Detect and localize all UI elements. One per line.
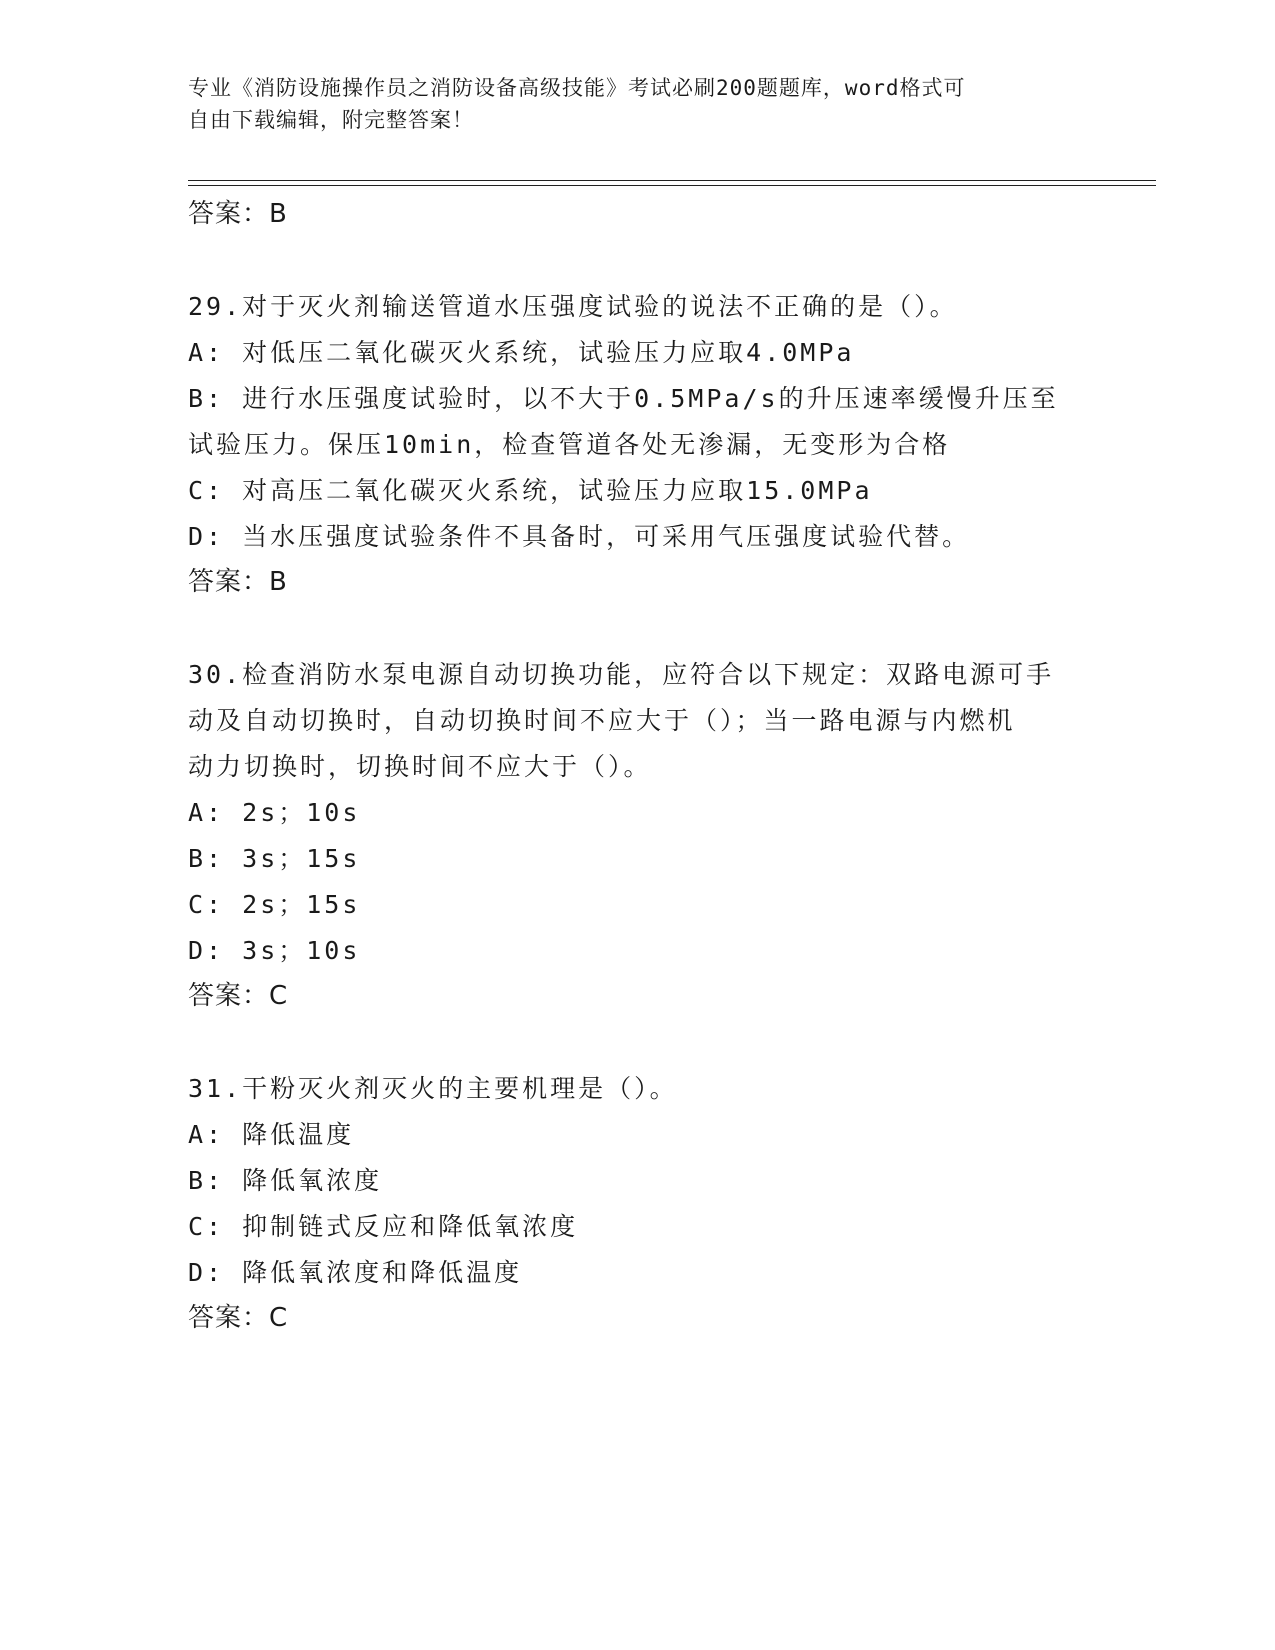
document-header (188, 72, 1088, 136)
previous-answer: 答案：B (188, 199, 288, 229)
question-stem: 31.干粉灭火剂灭火的主要机理是（）。 (188, 1074, 678, 1103)
question-stem-line-1: 30.检查消防水泵电源自动切换功能，应符合以下规定：双路电源可手 (188, 660, 1055, 689)
spacer (188, 236, 1088, 284)
question-31 (188, 1066, 1088, 1340)
option-c: C: 抑制链式反应和降低氧浓度 (188, 1212, 579, 1241)
header-divider-top (188, 180, 1156, 181)
option-a: A: 对低压二氧化碳灭火系统，试验压力应取4.0MPa (188, 338, 855, 367)
option-c: C: 2s；15s (188, 890, 361, 919)
option-b: B: 降低氧浓度 (188, 1166, 383, 1195)
answer-label: 答案：B (188, 567, 288, 597)
answer-label: 答案：C (188, 1303, 289, 1333)
question-29 (188, 284, 1088, 604)
answer-label: 答案：C (188, 981, 289, 1011)
option-d: D: 降低氧浓度和降低温度 (188, 1258, 523, 1287)
question-30 (188, 652, 1088, 1018)
spacer (188, 604, 1088, 652)
option-a: A: 降低温度 (188, 1120, 355, 1149)
option-c: C: 对高压二氧化碳灭火系统，试验压力应取15.0MPa (188, 476, 873, 505)
option-b: B: 进行水压强度试验时，以不大于0.5MPa/s的升压速率缓慢升压至 (188, 384, 1059, 413)
option-b: B: 3s；15s (188, 844, 361, 873)
option-d: D: 3s；10s (188, 936, 361, 965)
question-list (188, 192, 1088, 1340)
question-stem: 29.对于灭火剂输送管道水压强度试验的说法不正确的是（）。 (188, 292, 958, 321)
header-line-1: 专业《消防设施操作员之消防设备高级技能》考试必刷200题题库，word格式可 (188, 76, 966, 100)
option-a: A: 2s；10s (188, 798, 361, 827)
header-divider-bottom (188, 185, 1156, 186)
spacer (188, 1018, 1088, 1066)
header-line-2: 自由下载编辑，附完整答案！ (188, 108, 474, 132)
option-b-continued: 试验压力。保压10min，检查管道各处无渗漏，无变形为合格 (188, 430, 951, 459)
option-d: D: 当水压强度试验条件不具备时，可采用气压强度试验代替。 (188, 522, 971, 551)
question-stem-line-3: 动力切换时，切换时间不应大于（）。 (188, 752, 652, 781)
question-stem-line-2: 动及自动切换时，自动切换时间不应大于（）；当一路电源与内燃机 (188, 706, 1016, 735)
